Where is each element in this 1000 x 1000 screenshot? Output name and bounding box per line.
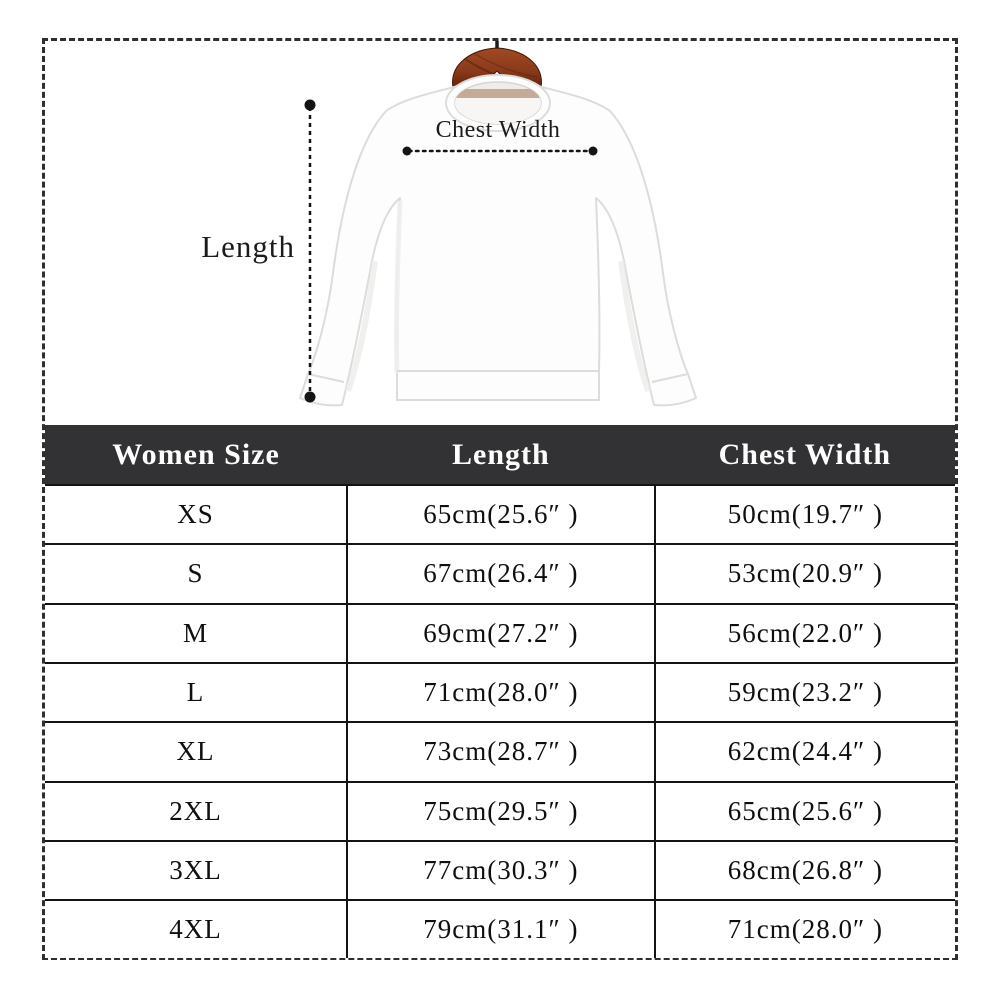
size-cell: XL <box>45 722 347 781</box>
table-row <box>45 900 955 958</box>
table-row <box>45 604 955 663</box>
length-cell: 67cm(26.4″ ) <box>347 544 655 603</box>
length-cell: 73cm(28.7″ ) <box>347 722 655 781</box>
chest-width-cell: 65cm(25.6″ ) <box>655 782 955 841</box>
chest-width-cell: 59cm(23.2″ ) <box>655 663 955 722</box>
table-row <box>45 485 955 544</box>
chest-width-cell: 71cm(28.0″ ) <box>655 900 955 958</box>
table-row <box>45 544 955 603</box>
length-cell: 71cm(28.0″ ) <box>347 663 655 722</box>
table-row <box>45 841 955 900</box>
chest-width-cell: 68cm(26.8″ ) <box>655 841 955 900</box>
length-cell: 77cm(30.3″ ) <box>347 841 655 900</box>
header-cell-length: Length <box>347 425 655 485</box>
length-cell: 75cm(29.5″ ) <box>347 782 655 841</box>
length-cell: 65cm(25.6″ ) <box>347 485 655 544</box>
size-cell: 4XL <box>45 900 347 958</box>
chest-width-label: Chest Width <box>435 117 561 143</box>
size-cell: 3XL <box>45 841 347 900</box>
size-table <box>45 425 955 958</box>
length-label: Length <box>201 229 295 264</box>
size-cell: L <box>45 663 347 722</box>
size-cell: 2XL <box>45 782 347 841</box>
size-cell: XS <box>45 485 347 544</box>
header-cell-chest-width: Chest Width <box>655 425 955 485</box>
size-cell: M <box>45 604 347 663</box>
table-row <box>45 722 955 781</box>
garment-measurement-diagram <box>45 41 955 425</box>
length-cell: 69cm(27.2″ ) <box>347 604 655 663</box>
chest-width-cell: 50cm(19.7″ ) <box>655 485 955 544</box>
length-cell: 79cm(31.1″ ) <box>347 900 655 958</box>
chest-width-cell: 56cm(22.0″ ) <box>655 604 955 663</box>
header-cell-women-size: Women Size <box>45 425 347 485</box>
table-header-row <box>45 425 955 485</box>
dashed-frame-border <box>42 38 958 960</box>
size-cell: S <box>45 544 347 603</box>
chest-width-cell: 62cm(24.4″ ) <box>655 722 955 781</box>
table-row <box>45 782 955 841</box>
chest-width-cell: 53cm(20.9″ ) <box>655 544 955 603</box>
table-row <box>45 663 955 722</box>
